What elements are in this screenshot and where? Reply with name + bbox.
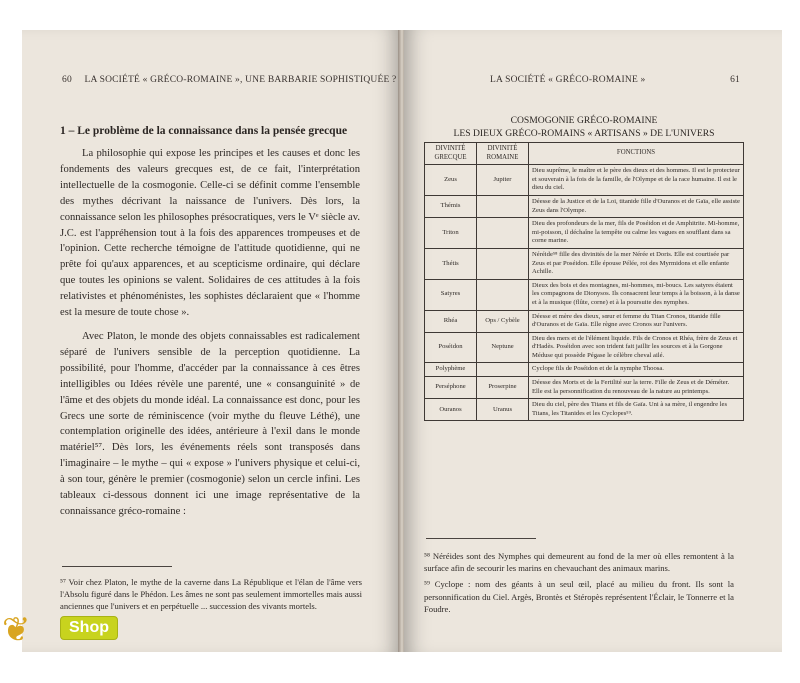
table-header-row xyxy=(425,143,744,165)
table-title-line-2: LES DIEUX GRÉCO-ROMAINS « ARTISANS » DE L'UNIVERS xyxy=(453,128,715,139)
open-book xyxy=(22,30,782,652)
paragraph: Avec Platon, le monde des objets connaissables est radicalement séparé de l'univers sensible de la perception quotidienne. La possibilité, pour l'homme, d'accéder par la connaissance à ces êtres intelligibles ou Idées révèle une parenté, une « consanguinité » de l'âme et des objets du monde idéal. La connaissance est donc, pour les Grecs une sorte de réminiscence (voir mythe du fleuve Léthé), une contemplation originelle des idées, antérieure à l'exil dans le monde matériel⁵⁷. Dès lors, les événements réels sont transposés dans l'imaginaire – le mythe – qui « expose » l'univers physique et celui-ci, à son tour, génère le premier (cosmogonie) selon un cercle infini. Les tableaux ci-dessous donnent ici une image représentative de la connaissance gréco-romaine : xyxy=(60,330,360,517)
cell-greek: Thémis xyxy=(425,195,477,217)
cell-roman: Neptune xyxy=(477,332,529,363)
cell-greek: Polyphème xyxy=(425,363,477,377)
table-row xyxy=(425,218,744,249)
table-row xyxy=(425,279,744,310)
cell-greek: Perséphone xyxy=(425,377,477,399)
table-row xyxy=(425,165,744,196)
cell-function: Déesse des Morts et de la Fertilité sur la terre. Fille de Zeus et de Déméter. Elle est la personnification du renouveau de la nature au printemps. xyxy=(529,377,744,399)
cell-greek: Poséidon xyxy=(425,332,477,363)
cell-roman: Uranus xyxy=(477,399,529,421)
table-row xyxy=(425,195,744,217)
running-head-right xyxy=(490,75,750,85)
page-number-left: 60 xyxy=(62,75,72,85)
right-page xyxy=(404,30,782,652)
table-row xyxy=(425,332,744,363)
footnote-59: ⁵⁹ Cyclope : nom des géants à un seul œil, placé au milieu du front. Ils sont la personnification du Ciel. Argès, Brontès et Stéropès représentent l'Éclair, le Tonnerre et la Foudre. xyxy=(424,579,734,614)
footnotes-right xyxy=(424,550,734,619)
cell-roman xyxy=(477,218,529,249)
cell-function: Dieu des mers et de l'élément liquide. Fils de Cronos et Rhéa, frère de Zeus et d'Hadès. Poséidon avec son trident fait jaillir les sources et à la Gorgone Méduse qui possède Pégase le célèbre cheval ailé. xyxy=(529,332,744,363)
table-title xyxy=(424,114,744,140)
gods-table xyxy=(424,142,744,421)
cell-function: Néréide⁵⁸ fille des divinités de la mer Nérée et Doris. Elle est courtisée par Zeus et par Poséidon. Elle épouse Pélée, roi des Myrmidons et elle enfante Achille. xyxy=(529,248,744,279)
cell-function: Dieu du ciel, père des Titans et fils de Gaïa. Uni à sa mère, il engendre les Titans, les Titanides et les Cyclopes⁵⁹. xyxy=(529,399,744,421)
table-row xyxy=(425,399,744,421)
cell-function: Déesse et mère des dieux, sœur et femme du Titan Cronos, titanide fille d'Ouranos et de Gaïa. Elle règne avec Cronos sur l'univers. xyxy=(529,310,744,332)
cell-roman: Ops / Cybèle xyxy=(477,310,529,332)
cell-roman xyxy=(477,279,529,310)
table-row xyxy=(425,248,744,279)
cell-greek: Satyres xyxy=(425,279,477,310)
footnote-rule xyxy=(426,538,536,539)
cell-function: Dieux des bois et des montagnes, mi-hommes, mi-boucs. Les satyres étaient les compagnons de Dionysos. Ils consacrent leur temps à la boisson, à la danse et à la musique (flûte, corne) et à la poursuite des nymphes. xyxy=(529,279,744,310)
header-greek: DIVINITÉ GRECQUE xyxy=(425,143,477,165)
left-page xyxy=(22,30,400,652)
cell-function: Déesse de la Justice et de la Loi, titanide fille d'Ouranos et de Gaïa, elle assiste Zeus dans l'Olympe. xyxy=(529,195,744,217)
running-head-text-left: LA SOCIÉTÉ « GRÉCO-ROMAINE », UNE BARBARIE SOPHISTIQUÉE ? xyxy=(84,75,397,85)
table-row xyxy=(425,310,744,332)
footnote-57: ⁵⁷ Voir chez Platon, le mythe de la caverne dans La République et l'élan de l'âme vers l'Absolu figuré dans le Phédon. Les âmes ne sont pas seulement immortelles mais aussi anciennes que l'univers et en perpétuelle ... succession des vivants mortels. xyxy=(60,577,362,612)
running-head-left xyxy=(62,75,396,85)
header-functions: FONCTIONS xyxy=(529,143,744,165)
cell-greek: Rhéa xyxy=(425,310,477,332)
page-number-right: 61 xyxy=(730,75,740,85)
header-roman: DIVINITÉ ROMAINE xyxy=(477,143,529,165)
cell-roman xyxy=(477,363,529,377)
cell-roman: Jupiter xyxy=(477,165,529,196)
cell-function: Dieu des profondeurs de la mer, fils de Poséidon et de Amphitrite. Mi-homme, mi-poisson, il déchaîne la tempête ou calme les vagues en soufflant dans sa corne marine. xyxy=(529,218,744,249)
cell-roman: Proserpine xyxy=(477,377,529,399)
shop-logo xyxy=(2,602,162,662)
table-row xyxy=(425,363,744,377)
footnote-rule xyxy=(62,566,172,567)
running-head-text-right: LA SOCIÉTÉ « GRÉCO-ROMAINE » xyxy=(490,75,646,85)
cell-greek: Triton xyxy=(425,218,477,249)
swirl-ornament-icon: ❦ xyxy=(2,610,31,650)
cell-greek: Ouranos xyxy=(425,399,477,421)
cell-roman xyxy=(477,195,529,217)
cell-roman xyxy=(477,248,529,279)
cell-greek: Thétis xyxy=(425,248,477,279)
cell-function: Cyclope fils de Poséidon et de la nymphe Thoosa. xyxy=(529,363,744,377)
table-row xyxy=(425,377,744,399)
paragraph: La philosophie qui expose les principes et les causes et donc les fondements des valeurs grecques est, de ce fait, l'interprétation intellectuelle de la cosmogonie. Celle-ci se définit comme l'ensemble des mythes décrivant la naissance de l'univers. Dès lors, la connaissance selon les philosophes présocratiques, vers le Vᵉ siècle av. J.C. est l'appréhension tout à la fois des apparences trompeuses et de l'opinion. Cette recherche témoigne de l'attitude quotidienne, qui ne prête foi qu'aux apparences, et au scepticisme ordinaire, qui déclare que toutes les opinions se valent. Solidaires de ces attitudes à la fois relativistes et phénoménistes, les sophistes déclaraient que « l'homme est la mesure de toute chose ». xyxy=(60,148,360,319)
section-title: 1 – Le problème de la connaissance dans la pensée grecque xyxy=(60,125,348,137)
body-text xyxy=(60,146,360,520)
table-title-line-1: COSMOGONIE GRÉCO-ROMAINE xyxy=(510,115,658,126)
cell-greek: Zeus xyxy=(425,165,477,196)
footnote-58: ⁵⁸ Néréides sont des Nymphes qui demeurent au fond de la mer où elles remontent à la surface afin de secourir les marins en chevauchant des animaux marins. xyxy=(424,551,734,574)
cell-function: Dieu suprême, le maître et le père des dieux et des hommes. Il est le protecteur et souverain à la fois de la famille, de l'Olympe et de la race humaine. Il est le dieu du ciel. xyxy=(529,165,744,196)
shop-badge: Shop xyxy=(60,616,118,640)
